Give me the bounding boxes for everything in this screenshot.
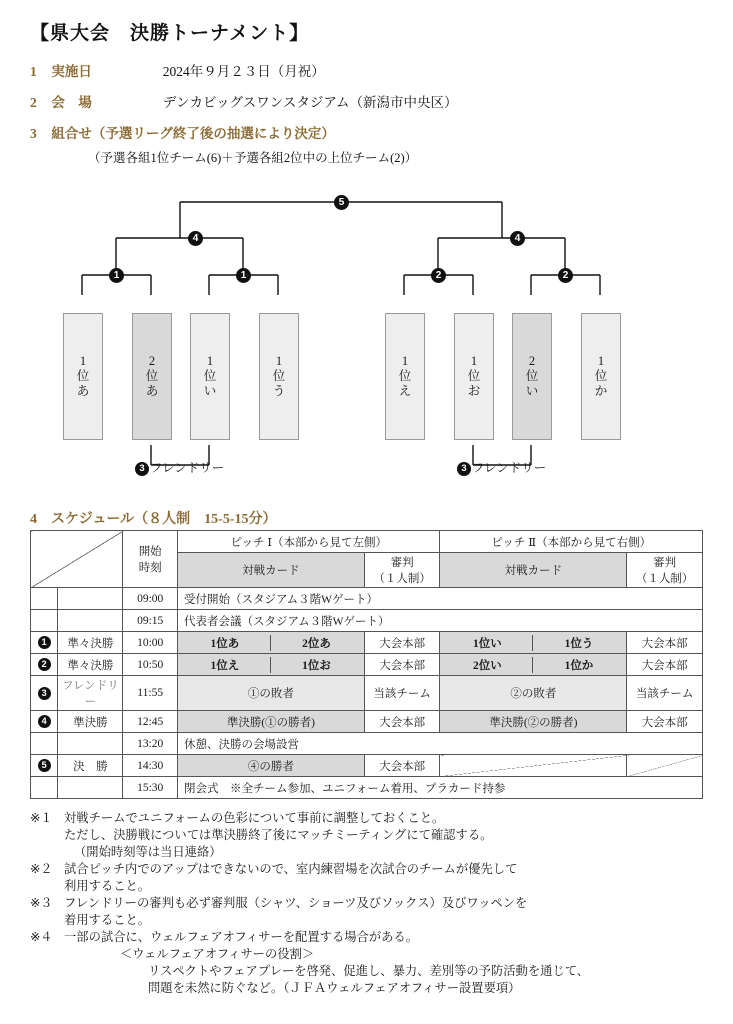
row-ref-pitch1: 大会本部 <box>364 632 440 654</box>
row-time: 10:50 <box>123 654 178 676</box>
row-badge: 3 <box>38 687 51 700</box>
team-group: あ <box>145 384 159 398</box>
bracket-team-box <box>259 313 299 440</box>
friendly-badge: 3 <box>135 462 149 476</box>
row-card-pitch2-empty <box>440 755 627 777</box>
info-value: デンカビッグスワンスタジアム（新潟市中央区） <box>162 95 458 110</box>
row-round <box>58 610 123 632</box>
team-group: か <box>594 384 608 398</box>
row-ref-pitch1: 大会本部 <box>364 755 440 777</box>
row-ref-pitch1: 大会本部 <box>364 711 440 733</box>
row-span-text: 代表者会議（スタジアム３階Wゲート） <box>177 610 702 632</box>
row-round <box>58 588 123 610</box>
note-mark: ※３ <box>30 896 53 910</box>
team-group: あ <box>76 384 90 398</box>
info-line-bracket <box>30 122 335 142</box>
card-team-left: 2位い <box>442 657 533 673</box>
note-line: 対戦チームでユニフォームの色彩について事前に調整しておくこと。 <box>64 811 445 825</box>
card-team-left: 1位い <box>442 635 533 651</box>
table-row <box>31 632 703 654</box>
card-team-right: 1位う <box>564 637 594 650</box>
row-ref-pitch2: 大会本部 <box>627 632 703 654</box>
note-line: ただし、決勝戦については準決勝終了後にマッチミーティングにて確認する。 <box>64 828 493 842</box>
team-rank: 1 <box>470 354 478 368</box>
note-line: 着用すること。 <box>64 913 151 927</box>
notes-section <box>30 810 720 997</box>
header-card-pitch1: 対戦カード <box>177 553 364 588</box>
friendly-text: フレンドリー <box>472 461 547 475</box>
bracket-lines <box>0 180 733 495</box>
row-card-pitch1: ①の敗者 <box>177 676 364 711</box>
row-badge: 2 <box>38 658 51 671</box>
note-body <box>64 810 720 861</box>
note-line: （開始時刻等は当日連絡） <box>74 845 222 859</box>
page-title: 【県大会 決勝トーナメント】 <box>30 23 310 44</box>
team-pos: 位 <box>594 369 608 383</box>
row-time: 09:15 <box>123 610 178 632</box>
bracket-team-box <box>132 313 172 440</box>
row-span-text: 閉会式 ※全チーム参加、ユニフォーム着用、プラカード持参 <box>177 777 702 799</box>
row-badge: 4 <box>38 715 51 728</box>
row-time: 09:00 <box>123 588 178 610</box>
row-time: 13:20 <box>123 733 178 755</box>
info-label: 会 場 <box>51 95 92 110</box>
row-no <box>31 733 58 755</box>
bracket-note: （予選各組1位チーム(6)＋予選各組2位中の上位チーム(2)） <box>88 151 418 165</box>
info-number: 2 <box>30 95 37 110</box>
note-item <box>30 861 720 895</box>
team-pos: 位 <box>145 369 159 383</box>
note-mark: ※２ <box>30 862 53 876</box>
team-group: お <box>467 384 481 398</box>
header-ref-pitch1: 審判 （１人制） <box>364 553 440 588</box>
row-round: 準決勝 <box>58 711 123 733</box>
tournament-bracket <box>0 180 733 495</box>
team-group: い <box>203 384 217 398</box>
team-rank: 1 <box>79 354 87 368</box>
row-card-pitch1 <box>177 632 364 654</box>
row-badge: 5 <box>38 759 51 772</box>
header-card-pitch2: 対戦カード <box>440 553 627 588</box>
info-label: 実施日 <box>51 64 92 79</box>
table-row <box>31 733 703 755</box>
header-time: 開始 時刻 <box>123 531 178 588</box>
info-line-date <box>30 60 325 80</box>
row-no <box>31 632 58 654</box>
info-value: 2024年９月２３日（月祝） <box>162 64 325 79</box>
row-card-pitch2 <box>440 654 627 676</box>
bracket-badge-final: 5 <box>334 195 349 210</box>
row-no <box>31 588 58 610</box>
note-line: 試合ピッチ内でのアップはできないので、室内練習場を次試合のチームが優先して <box>64 862 518 876</box>
bracket-badge-qf-1: 1 <box>109 268 124 283</box>
row-round <box>58 733 123 755</box>
table-row <box>31 588 703 610</box>
table-row <box>31 777 703 799</box>
row-ref-pitch2: 当該チーム <box>627 676 703 711</box>
row-ref-pitch1: 当該チーム <box>364 676 440 711</box>
note-body <box>64 895 720 929</box>
team-pos: 位 <box>272 369 286 383</box>
card-team-left: 1位あ <box>180 635 271 651</box>
team-rank: 1 <box>206 354 214 368</box>
note-line: フレンドリーの審判も必ず審判服（シャツ、ショーツ及びソックス）及びワッペンを <box>64 896 528 910</box>
team-rank: 1 <box>401 354 409 368</box>
bracket-team-box <box>63 313 103 440</box>
bracket-badge-semifinal-left: 4 <box>188 231 203 246</box>
table-row <box>31 676 703 711</box>
row-card-pitch2: ②の敗者 <box>440 676 627 711</box>
schedule-heading: 4 スケジュール（８人制 15-5-15分） <box>30 512 277 527</box>
team-rank: 2 <box>528 354 536 368</box>
info-line-venue <box>30 91 457 111</box>
team-pos: 位 <box>525 369 539 383</box>
note-line: ＜ウェルフェアオフィサーの役割＞ <box>120 947 315 961</box>
row-round: 準々決勝 <box>58 632 123 654</box>
row-card-pitch2 <box>440 632 627 654</box>
card-team-right: 2位あ <box>302 637 331 650</box>
row-time: 12:45 <box>123 711 178 733</box>
bracket-team-box <box>454 313 494 440</box>
note-mark: ※４ <box>30 930 53 944</box>
note-item <box>30 895 720 929</box>
row-round: 決 勝 <box>58 755 123 777</box>
header-ref-pitch2: 審判 （１人制） <box>627 553 703 588</box>
team-pos: 位 <box>76 369 90 383</box>
friendly-text: フレンドリー <box>150 461 225 475</box>
friendly-badge: 3 <box>457 462 471 476</box>
row-round <box>58 777 123 799</box>
note-body <box>64 929 720 997</box>
row-ref-pitch2: 大会本部 <box>627 654 703 676</box>
note-line: 一部の試合に、ウェルフェアオフィサーを配置する場合がある。 <box>64 930 419 944</box>
row-time: 10:00 <box>123 632 178 654</box>
team-pos: 位 <box>398 369 412 383</box>
row-card-pitch1: ④の勝者 <box>177 755 364 777</box>
row-time: 11:55 <box>123 676 178 711</box>
team-pos: 位 <box>203 369 217 383</box>
row-card-pitch2: 準決勝(②の勝者) <box>440 711 627 733</box>
bracket-badge-qf-4: 2 <box>558 268 573 283</box>
team-group: う <box>272 384 286 398</box>
row-no <box>31 654 58 676</box>
row-no <box>31 777 58 799</box>
info-number: 1 <box>30 64 37 79</box>
bracket-badge-qf-2: 1 <box>236 268 251 283</box>
row-round: フレンドリー <box>58 676 123 711</box>
team-rank: 2 <box>148 354 156 368</box>
table-header-row <box>31 531 703 553</box>
note-item <box>30 929 720 997</box>
table-row <box>31 610 703 632</box>
header-corner-diagonal <box>31 531 123 588</box>
row-time: 15:30 <box>123 777 178 799</box>
note-line: 利用すること。 <box>64 879 151 893</box>
row-ref-pitch2: 大会本部 <box>627 711 703 733</box>
schedule-table <box>30 530 703 799</box>
row-span-text: 休憩、決勝の会場設営 <box>177 733 702 755</box>
row-card-pitch1: 準決勝(①の勝者) <box>177 711 364 733</box>
bracket-badge-qf-3: 2 <box>431 268 446 283</box>
team-rank: 1 <box>275 354 283 368</box>
friendly-label-left <box>135 458 224 476</box>
table-row <box>31 654 703 676</box>
row-span-text: 受付開始（スタジアム３階Wゲート） <box>177 588 702 610</box>
team-group: え <box>398 384 412 398</box>
team-pos: 位 <box>467 369 481 383</box>
team-rank: 1 <box>597 354 605 368</box>
bracket-team-box <box>581 313 621 440</box>
info-number: 3 <box>30 126 37 141</box>
card-team-right: 1位お <box>302 659 331 672</box>
row-ref-pitch2-empty <box>627 755 703 777</box>
row-round: 準々決勝 <box>58 654 123 676</box>
table-row <box>31 711 703 733</box>
bracket-team-box <box>385 313 425 440</box>
note-line: 問題を未然に防ぐなど。（ＪＦＡウェルフェアオフィサー設置要項） <box>148 981 521 995</box>
header-pitch1: ピッチ Ⅰ（本部から見て左側） <box>177 531 439 553</box>
card-team-right: 1位か <box>564 659 594 672</box>
note-mark: ※１ <box>30 811 53 825</box>
bracket-badge-semifinal-right: 4 <box>510 231 525 246</box>
card-team-left: 1位え <box>180 657 271 673</box>
bracket-team-box <box>190 313 230 440</box>
table-row <box>31 755 703 777</box>
row-no <box>31 755 58 777</box>
row-ref-pitch1: 大会本部 <box>364 654 440 676</box>
row-badge: 1 <box>38 636 51 649</box>
note-body <box>64 861 720 895</box>
bracket-team-box <box>512 313 552 440</box>
info-label: 組合せ（予選リーグ終了後の抽選により決定） <box>51 126 335 141</box>
note-item <box>30 810 720 861</box>
row-no <box>31 676 58 711</box>
note-line: リスペクトやフェアプレーを啓発、促進し、暴力、差別等の予防活動を通じて、 <box>148 964 590 978</box>
row-no <box>31 711 58 733</box>
row-time: 14:30 <box>123 755 178 777</box>
row-no <box>31 610 58 632</box>
header-pitch2: ピッチ Ⅱ（本部から見て右側） <box>440 531 703 553</box>
row-card-pitch1 <box>177 654 364 676</box>
friendly-label-right <box>457 458 546 476</box>
team-group: い <box>525 384 539 398</box>
